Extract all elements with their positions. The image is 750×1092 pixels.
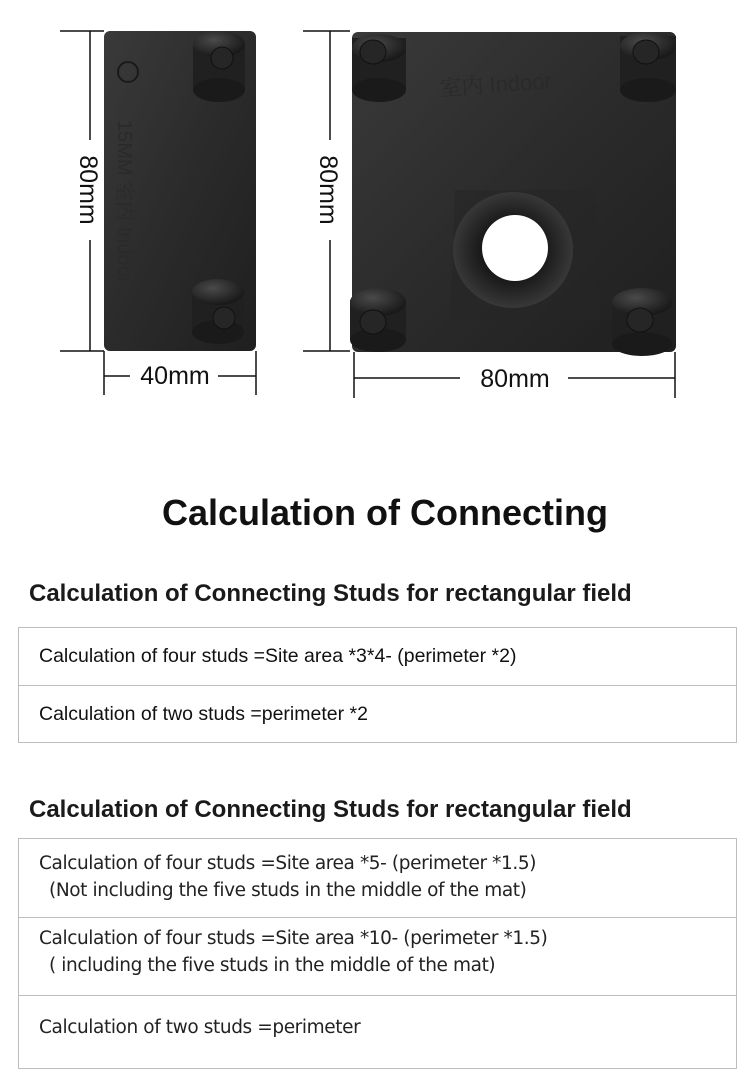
section2-heading: Calculation of Connecting Studs for rectangular field (29, 796, 632, 823)
small-width-label: 40mm (140, 362, 210, 390)
stud-bottom-right (612, 288, 672, 356)
formula-note: ( including the five studs in the middle of the mat) (49, 955, 496, 976)
table-row (19, 628, 736, 686)
formula-four-studs-excluding: Calculation of four studs =Site area *5- (perimeter *1.5) (39, 853, 537, 874)
formula-note: (Not including the five studs in the middle of the mat) (49, 880, 527, 901)
stud-top-left (352, 34, 406, 102)
section1-table (18, 627, 737, 743)
section1-heading: Calculation of Connecting Studs for rectangular field (29, 580, 632, 607)
large-width-label: 80mm (480, 365, 550, 393)
table-row (19, 686, 736, 742)
formula-four-studs-including: Calculation of four studs =Site area *10- (perimeter *1.5) (39, 928, 548, 949)
stud-bottom (192, 279, 244, 344)
product-figure (0, 0, 750, 420)
stud-top (193, 31, 245, 102)
table-row (19, 839, 736, 918)
large-embossed-text: 室内 Indoor (438, 68, 553, 101)
center-hole (453, 192, 573, 308)
table-row (19, 996, 736, 1068)
large-connector-plate (350, 32, 676, 356)
formula-two-studs: Calculation of two studs =perimeter *2 (39, 702, 368, 725)
formula-four-studs: Calculation of four studs =Site area *3*4- (perimeter *2) (39, 645, 517, 667)
small-width-dimension (104, 351, 256, 395)
large-width-dimension (354, 352, 675, 398)
main-title: Calculation of Connecting (162, 492, 608, 533)
small-height-label: 80mm (74, 155, 102, 225)
large-height-dimension (303, 31, 350, 351)
small-height-dimension (60, 31, 104, 351)
stud-bottom-left (350, 288, 406, 352)
stud-top-right (620, 32, 676, 102)
formula-two-studs-perimeter: Calculation of two studs =perimeter (39, 1017, 361, 1038)
small-embossed-text: 15MM 室内 Indoor (113, 120, 135, 284)
large-height-label: 80mm (314, 155, 342, 225)
table-row (19, 918, 736, 996)
section2-table (18, 838, 737, 1069)
